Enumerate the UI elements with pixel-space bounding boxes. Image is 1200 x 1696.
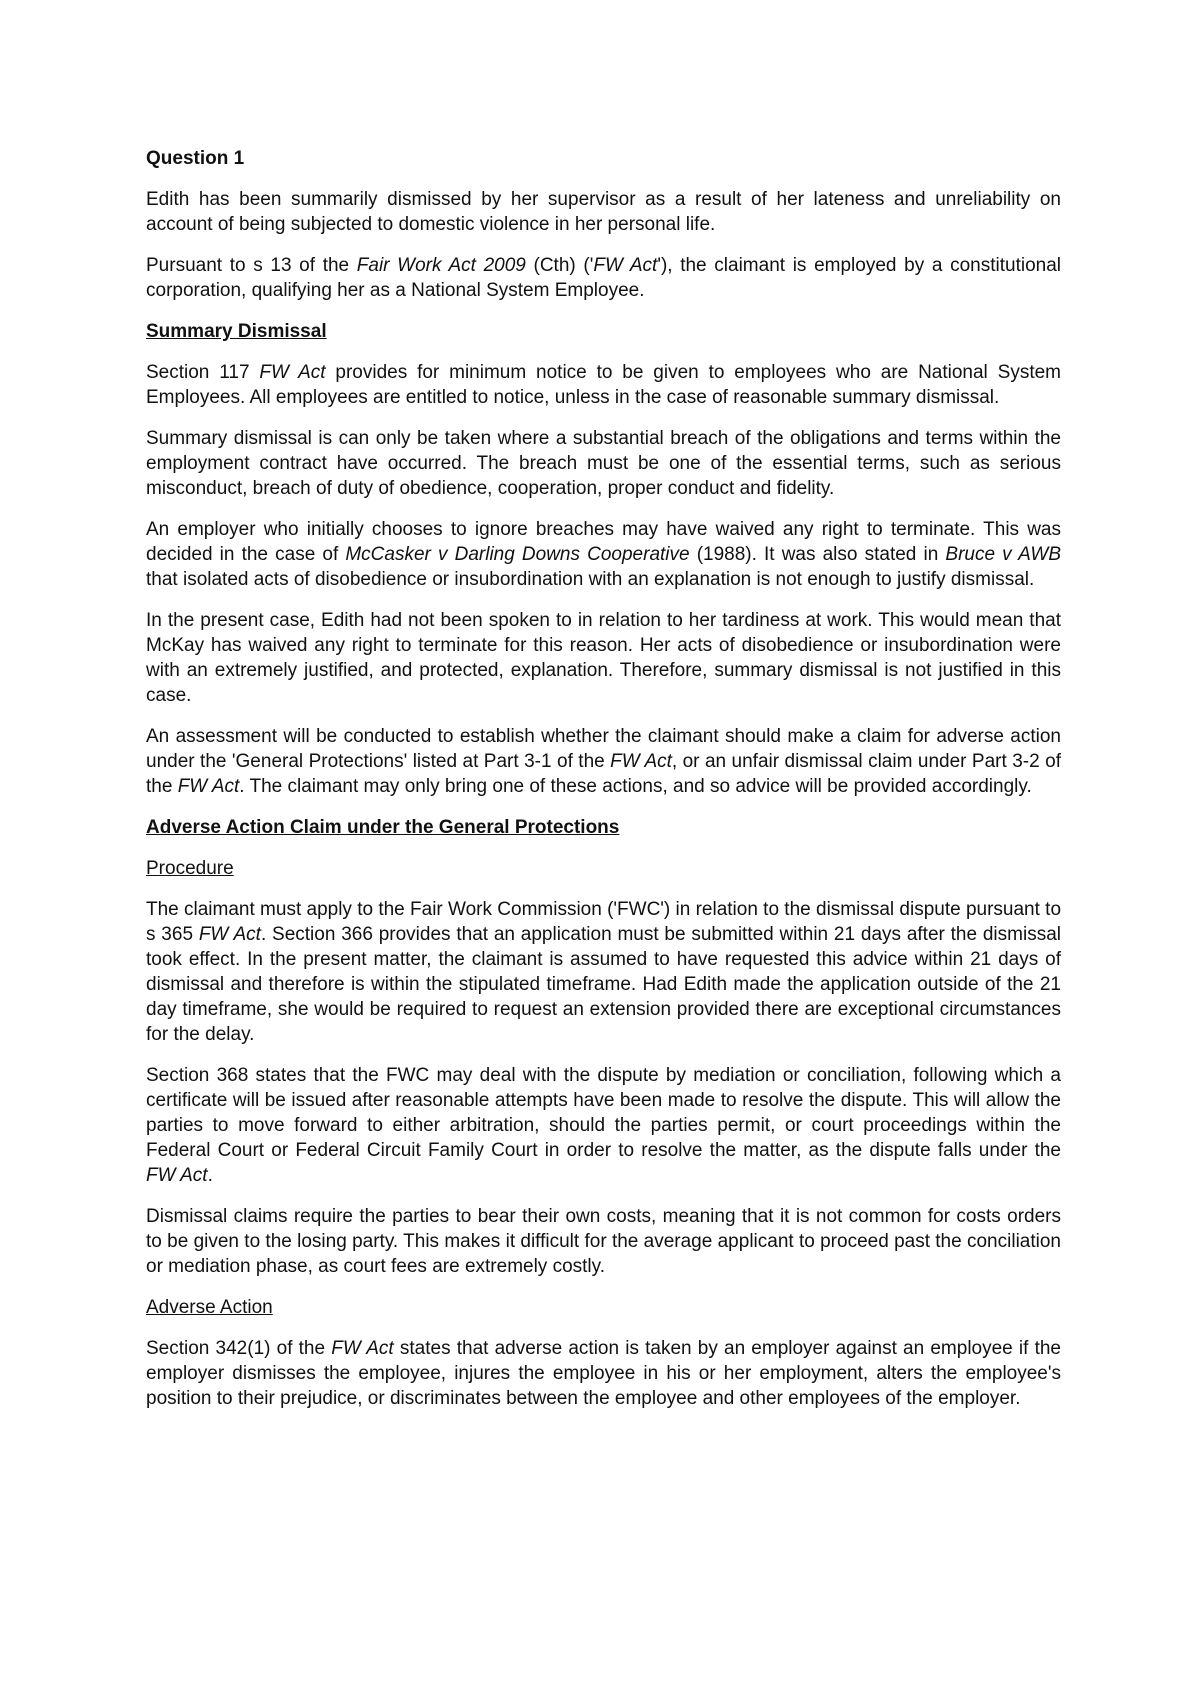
text-run: An assessment will be conducted to establish whether the claimant should make a claim for adverse action under the 'General Protections' listed at Part 3-1 of the: [146, 726, 1061, 772]
text-run: (Cth) (': [525, 255, 594, 276]
text-run: . The claimant may only bring one of these actions, and so advice will be provided accordingly.: [239, 776, 1032, 797]
paragraph-intro: [146, 187, 1061, 237]
text-run: Summary dismissal is can only be taken where a substantial breach of the obligations and terms within the employment contract have occurred. The breach must be one of the essential terms, such as serious misconduct, breach of duty of obedience, cooperation, proper conduct and fidelity.: [146, 428, 1061, 499]
text-run: Section 117: [146, 362, 260, 383]
italic-text-run: FW Act: [259, 362, 326, 383]
text-run: In the present case, Edith had not been spoken to in relation to her tardiness at work. This would mean that McKay has waived any right to terminate for this reason. Her acts of disobedience or insubordination were with an extremely justified, and protected, explanation. Therefore, summary dismissal is not justified in this case.: [146, 610, 1061, 706]
paragraph-present-case: [146, 608, 1061, 708]
italic-text-run: FW Act: [146, 1165, 208, 1186]
italic-text-run: FW Act: [331, 1338, 394, 1359]
italic-text-run: FW Act: [198, 924, 261, 945]
text-run: '), the claimant is employed by a constitutional corporation, qualifying her as a National System Employee.: [146, 255, 1061, 301]
text-run: An employer who initially chooses to ignore breaches may have waived any right to terminate. This was decided in the case of: [146, 519, 1061, 565]
text-run: Section 342(1) of the: [146, 1338, 332, 1359]
text-run: . Section 366 provides that an application must be submitted within 21 days after the dismissal took effect. In the present matter, the claimant is assumed to have requested this advice within 21 days of dismissal and therefore is within the stipulated timeframe. Had Edith made the application outside of the 21 day timeframe, she would be required to request an extension provided there are exceptional circumstances for the delay.: [146, 924, 1061, 1045]
text-run: Dismissal claims require the parties to bear their own costs, meaning that it is not common for costs orders to be given to the losing party. This makes it difficult for the average applicant to proceed past the conciliation or mediation phase, as court fees are extremely costly.: [146, 1206, 1061, 1277]
paragraph-waiver: [146, 517, 1061, 592]
text-run: states that adverse action is taken by an employer against an employee if the employer dismisses the employee, injures the employee in his or her employment, alters the employee's position to their prejudice, or discriminates between the employee and other employees of the employer.: [146, 1338, 1061, 1409]
subheading-adverse-action: Adverse Action: [146, 1297, 273, 1318]
paragraph-costs: [146, 1204, 1061, 1279]
text-run: , or an unfair dismissal claim under Part 3-2 of the: [146, 751, 1061, 797]
question-title: Question 1: [146, 148, 245, 169]
paragraph-s342: [146, 1336, 1061, 1411]
text-run: The claimant must apply to the Fair Work Commission ('FWC') in relation to the dismissal dispute pursuant to s 365: [146, 899, 1062, 945]
text-run: Edith has been summarily dismissed by her supervisor as a result of her lateness and unreliability on account of being subjected to domestic violence in her personal life.: [146, 189, 1061, 235]
text-run: Section 368 states that the FWC may deal with the dispute by mediation or conciliation, following which a certificate will be issued after reasonable attempts have been made to resolve the dispute. This will allow the parties to move forward to either arbitration, should the parties permit, or court proceedings within the Federal Court or Federal Circuit Family Court in order to resolve the matter, as the dispute falls under the: [146, 1065, 1061, 1161]
subheading-procedure: Procedure: [146, 858, 234, 879]
text-run: .: [207, 1165, 213, 1186]
italic-text-run: Fair Work Act 2009: [356, 255, 526, 276]
paragraph-summary-definition: [146, 426, 1061, 501]
text-run: provides for minimum notice to be given to employees who are National System Employees. All employees are entitled to notice, unless in the case of reasonable summary dismissal.: [146, 362, 1061, 408]
paragraph-assessment: [146, 724, 1061, 799]
paragraph-pursuant: [146, 253, 1061, 303]
text-run: (1988). It was also stated in: [689, 544, 946, 565]
italic-text-run: McCasker v Darling Downs Cooperative: [345, 544, 690, 565]
heading-summary-dismissal: Summary Dismissal: [146, 321, 327, 342]
paragraph-s117: [146, 360, 1061, 410]
paragraph-s368: [146, 1063, 1061, 1188]
heading-adverse-action-claim: Adverse Action Claim under the General Protections: [146, 817, 620, 838]
italic-text-run: FW Act: [593, 255, 658, 276]
italic-text-run: FW Act: [610, 751, 672, 772]
italic-text-run: Bruce v AWB: [945, 544, 1061, 565]
text-run: Pursuant to s 13 of the: [146, 255, 357, 276]
text-run: that isolated acts of disobedience or insubordination with an explanation is not enough to justify dismissal.: [146, 569, 1035, 590]
italic-text-run: FW Act: [177, 776, 240, 797]
paragraph-procedure: [146, 897, 1061, 1047]
document-page: [146, 146, 1061, 1427]
